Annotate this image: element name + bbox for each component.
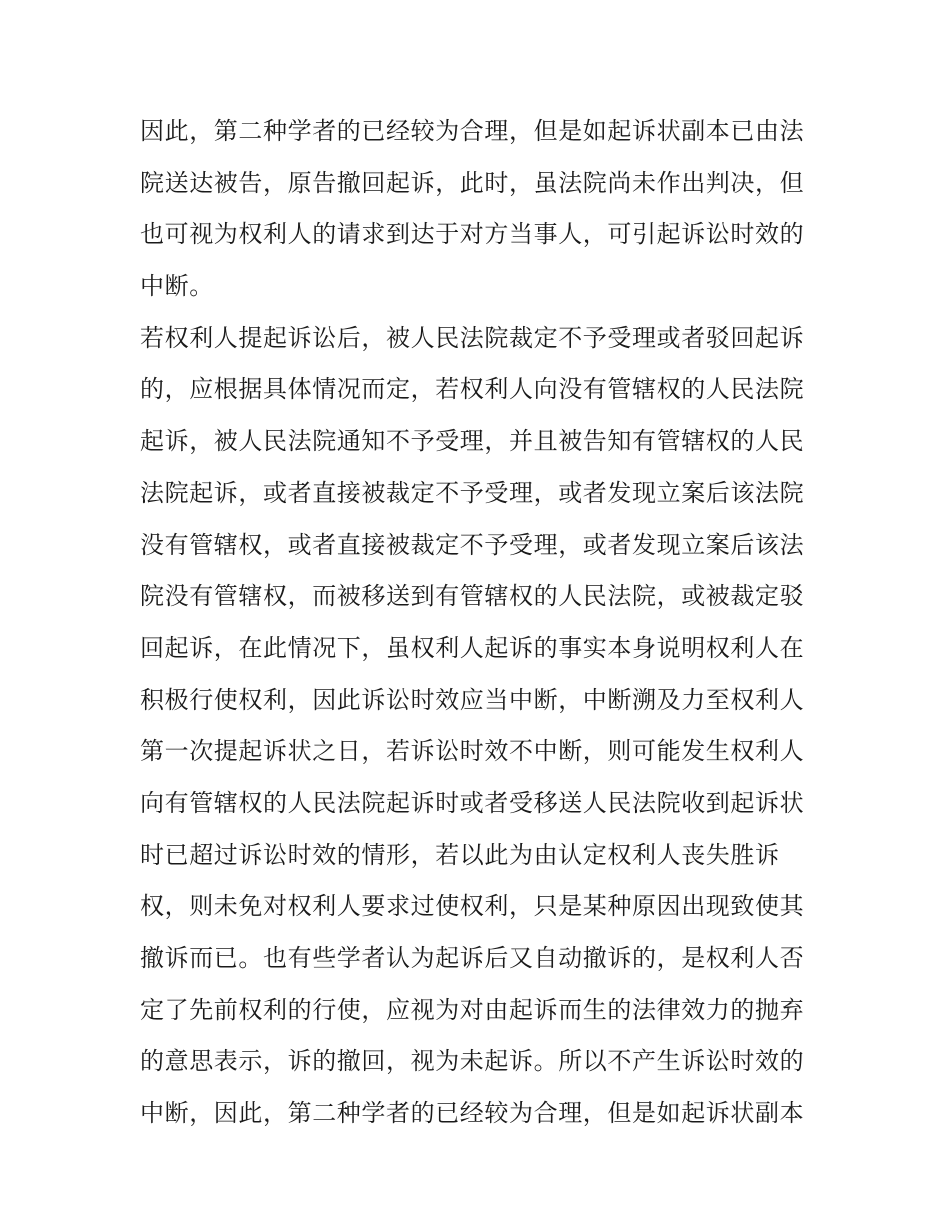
- text-line: 的，应根据具体情况而定，若权利人向没有管辖权的人民法院: [140, 375, 805, 404]
- text-line: 权，则未免对权利人要求过使权利，只是某种原因出现致使其: [140, 892, 805, 921]
- text-line: 向有管辖权的人民法院起诉时或者受移送人民法院收到起诉状: [140, 788, 805, 817]
- text-line: 院送达被告，原告撤回起诉，此时，虽法院尚未作出判决，但: [140, 168, 805, 197]
- text-line: 也可视为权利人的请求到达于对方当事人，可引起诉讼时效的: [140, 220, 805, 249]
- text-line: 积极行使权利，因此诉讼时效应当中断，中断溯及力至权利人: [140, 685, 805, 714]
- text-line: 第一次提起诉状之日，若诉讼时效不中断，则可能发生权利人: [140, 737, 805, 766]
- text-line: 中断。: [140, 272, 214, 301]
- text-line: 因此，第二种学者的已经较为合理，但是如起诉状副本已由法: [140, 117, 805, 145]
- body-text: [140, 106, 820, 1140]
- text-line: 时已超过诉讼时效的情形，若以此为由认定权利人丧失胜诉: [140, 840, 780, 869]
- text-line: 回起诉，在此情况下，虽权利人起诉的事实本身说明权利人在: [140, 633, 805, 662]
- text-line: 撤诉而已。也有些学者认为起诉后又自动撤诉的，是权利人否: [140, 944, 805, 972]
- text-line: 院没有管辖权，而被移送到有管辖权的人民法院，或被裁定驳: [140, 582, 805, 611]
- text-line: 中断，因此，第二种学者的已经较为合理，但是如起诉状副本: [140, 1099, 805, 1128]
- text-line: 没有管辖权，或者直接被裁定不予受理，或者发现立案后该法: [140, 530, 805, 559]
- text-line: 的意思表示，诉的撤回，视为未起诉。所以不产生诉讼时效的: [140, 1047, 805, 1076]
- text-line: 起诉，被人民法院通知不予受理，并且被告知有管辖权的人民: [140, 427, 805, 456]
- text-line: 法院起诉，或者直接被裁定不予受理，或者发现立案后该法院: [140, 478, 805, 507]
- text-line: 若权利人提起诉讼后，被人民法院裁定不予受理或者驳回起诉: [140, 323, 805, 352]
- text-line: 定了先前权利的行使，应视为对由起诉而生的法律效力的抛弃: [140, 995, 805, 1024]
